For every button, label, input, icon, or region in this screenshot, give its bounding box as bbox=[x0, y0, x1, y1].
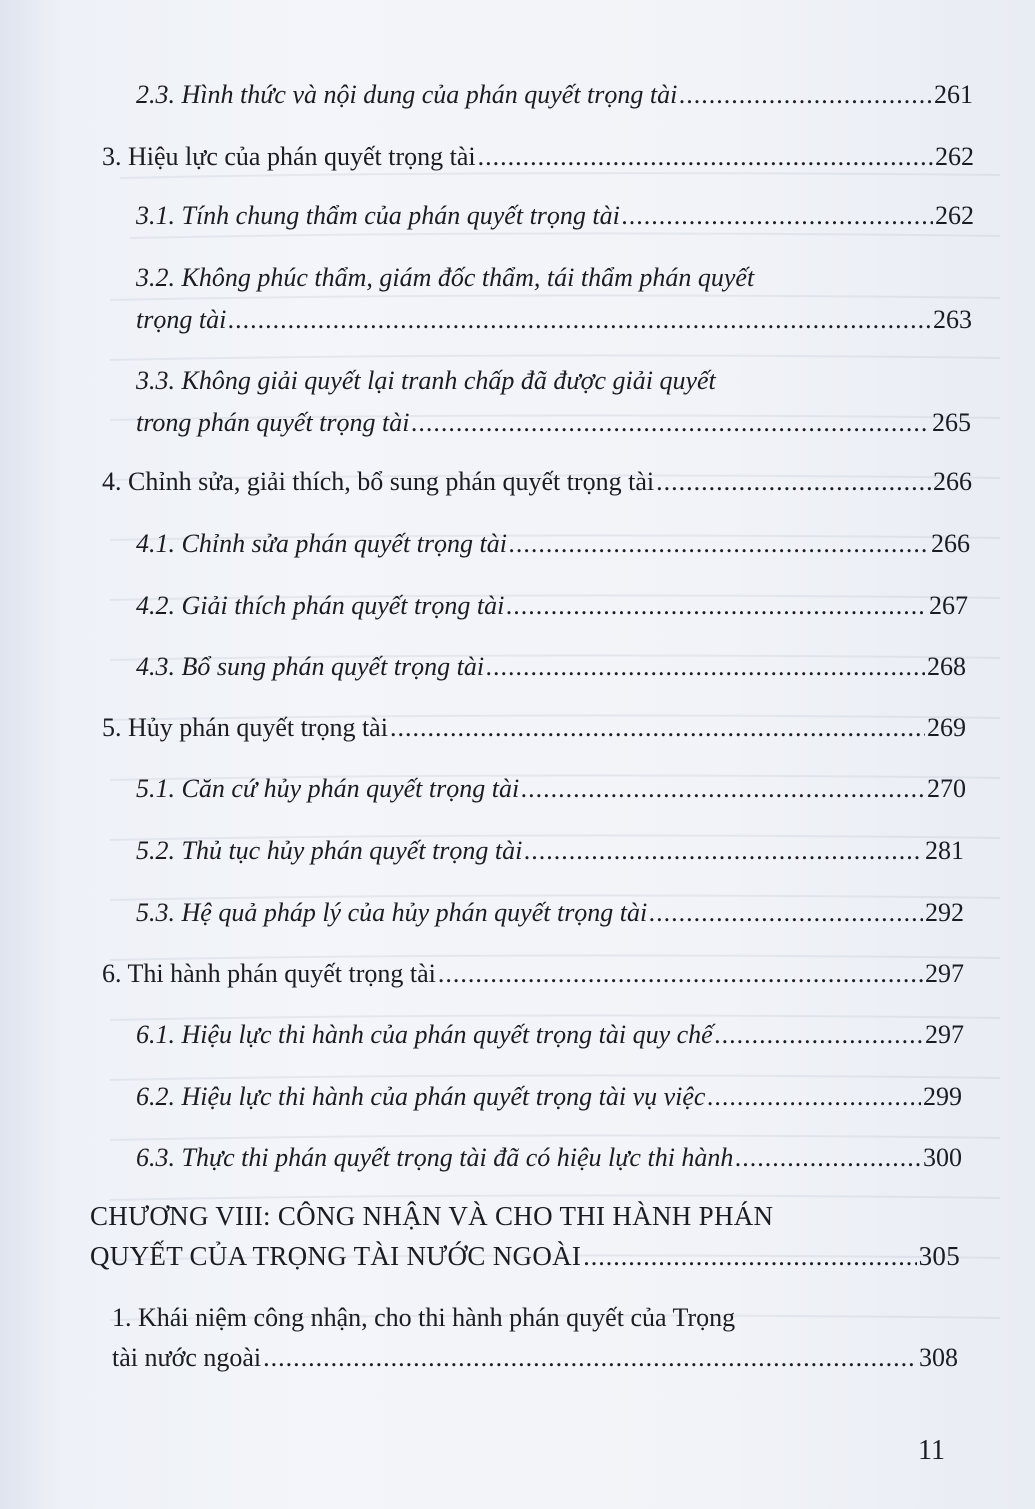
page-number: 11 bbox=[918, 1435, 945, 1466]
toc-entry-4 bbox=[102, 467, 972, 497]
toc-entry-page: 267 bbox=[929, 591, 968, 620]
dot-leader bbox=[478, 142, 933, 172]
toc-entry-3 bbox=[102, 142, 974, 172]
dot-leader bbox=[715, 1020, 923, 1050]
toc-entry-title: 6.3. Thực thi phán quyết trọng tài đã có hiệu lực thi hành bbox=[136, 1143, 734, 1172]
toc-entry-title: 4.3. Bổ sung phán quyết trọng tài bbox=[136, 652, 485, 681]
dot-leader bbox=[524, 836, 923, 866]
toc-entry-title: tài nước ngoài bbox=[112, 1343, 262, 1372]
toc-entry-4-1 bbox=[136, 529, 970, 559]
toc-entry-page: 261 bbox=[934, 80, 973, 109]
dot-leader bbox=[438, 959, 923, 989]
toc-entry-2-3 bbox=[136, 80, 973, 110]
toc-entry-4-2 bbox=[136, 591, 968, 621]
dot-leader bbox=[263, 1343, 917, 1373]
toc-entry-6-3 bbox=[136, 1143, 962, 1173]
toc-entry-page: 266 bbox=[931, 529, 970, 558]
toc-entry-title: 3.1. Tính chung thẩm của phán quyết trọng tài bbox=[136, 201, 620, 230]
toc-entry-title-line1: 3.2. Không phúc thẩm, giám đốc thẩm, tái thẩm phán quyết bbox=[136, 263, 755, 292]
toc-entry-page: 308 bbox=[919, 1343, 958, 1372]
toc-entry-5-1 bbox=[136, 774, 966, 804]
dot-leader bbox=[390, 713, 925, 743]
toc-entry-title: 3. Hiệu lực của phán quyết trọng tài bbox=[102, 142, 476, 171]
toc-entry-page: 263 bbox=[933, 305, 972, 334]
dot-leader bbox=[583, 1239, 916, 1275]
dot-leader bbox=[486, 652, 925, 682]
toc-entry-title: 6.1. Hiệu lực thi hành của phán quyết trọng tài quy chế bbox=[136, 1020, 713, 1049]
dot-leader bbox=[521, 774, 925, 804]
toc-entry-page: 262 bbox=[935, 201, 974, 230]
toc-entry-title: 4.1. Chỉnh sửa phán quyết trọng tài bbox=[136, 529, 507, 558]
toc-entry-title: 6. Thi hành phán quyết trọng tài bbox=[102, 959, 436, 988]
toc-entry-title: 5.1. Căn cứ hủy phán quyết trọng tài bbox=[136, 774, 520, 803]
toc-entry-title-line1: 1. Khái niệm công nhận, cho thi hành phán quyết của Trọng bbox=[112, 1303, 736, 1332]
toc-entry-title: 6.2. Hiệu lực thi hành của phán quyết trọng tài vụ việc bbox=[136, 1082, 706, 1111]
toc-entry-page: 281 bbox=[925, 836, 964, 865]
toc-entry-title-line1: 3.3. Không giải quyết lại tranh chấp đã được giải quyết bbox=[136, 366, 716, 395]
toc-entry-page: 262 bbox=[935, 142, 974, 171]
toc-entry-page: 297 bbox=[925, 959, 964, 988]
toc-entry-title: 5.3. Hệ quả pháp lý của hủy phán quyết trọng tài bbox=[136, 898, 648, 927]
toc-entry-3-2 bbox=[136, 263, 972, 335]
toc-entry-5-2 bbox=[136, 836, 964, 866]
toc-entry-page: 299 bbox=[923, 1082, 962, 1111]
toc-entry-page: 265 bbox=[932, 408, 971, 437]
dot-leader bbox=[506, 591, 927, 621]
dot-leader bbox=[228, 305, 931, 335]
toc-entry-3-1 bbox=[136, 201, 974, 231]
toc-entry-page: 266 bbox=[933, 467, 972, 496]
toc-entry-title: 5.2. Thủ tục hủy phán quyết trọng tài bbox=[136, 836, 523, 865]
dot-leader bbox=[509, 529, 929, 559]
toc-chapter-title: QUYẾT CỦA TRỌNG TÀI NƯỚC NGOÀI bbox=[90, 1241, 582, 1271]
toc-entry-3-3 bbox=[136, 366, 971, 438]
toc-chapter-viii bbox=[90, 1198, 960, 1275]
dot-leader bbox=[707, 1082, 921, 1112]
dot-leader bbox=[656, 467, 931, 497]
toc-entry-page: 268 bbox=[927, 652, 966, 681]
toc-entry-page: 300 bbox=[923, 1143, 962, 1172]
dot-leader bbox=[649, 898, 923, 928]
dot-leader bbox=[735, 1143, 921, 1173]
dot-leader bbox=[622, 201, 933, 231]
toc-entry-6-2 bbox=[136, 1082, 962, 1112]
dot-leader bbox=[411, 408, 930, 438]
toc-entry-title: 4.2. Giải thích phán quyết trọng tài bbox=[136, 591, 505, 620]
toc-entry-5 bbox=[102, 713, 966, 743]
toc-chapter-title-line1: CHƯƠNG VIII: CÔNG NHẬN VÀ CHO THI HÀNH PHÁN bbox=[90, 1201, 774, 1231]
toc-entry-title: 2.3. Hình thức và nội dung của phán quyết trọng tài bbox=[136, 80, 678, 109]
dot-leader bbox=[679, 80, 932, 110]
toc-entry-4-3 bbox=[136, 652, 966, 682]
toc-entry-page: 297 bbox=[925, 1020, 964, 1049]
toc-entry-page: 269 bbox=[927, 713, 966, 742]
toc-entry-page: 270 bbox=[927, 774, 966, 803]
toc-entry-6 bbox=[102, 959, 964, 989]
toc-entry-title: 4. Chỉnh sửa, giải thích, bổ sung phán quyết trọng tài bbox=[102, 467, 655, 496]
toc-entry-title: 5. Hủy phán quyết trọng tài bbox=[102, 713, 388, 742]
toc-entry-6-1 bbox=[136, 1020, 964, 1050]
toc-entry-viii-1 bbox=[112, 1303, 958, 1373]
toc-entry-page: 292 bbox=[925, 898, 964, 927]
toc-entry-page: 305 bbox=[918, 1241, 960, 1271]
toc-entry-title: trọng tài bbox=[136, 305, 227, 334]
toc-entry-5-3 bbox=[136, 898, 964, 928]
toc-entry-title: trong phán quyết trọng tài bbox=[136, 408, 410, 437]
